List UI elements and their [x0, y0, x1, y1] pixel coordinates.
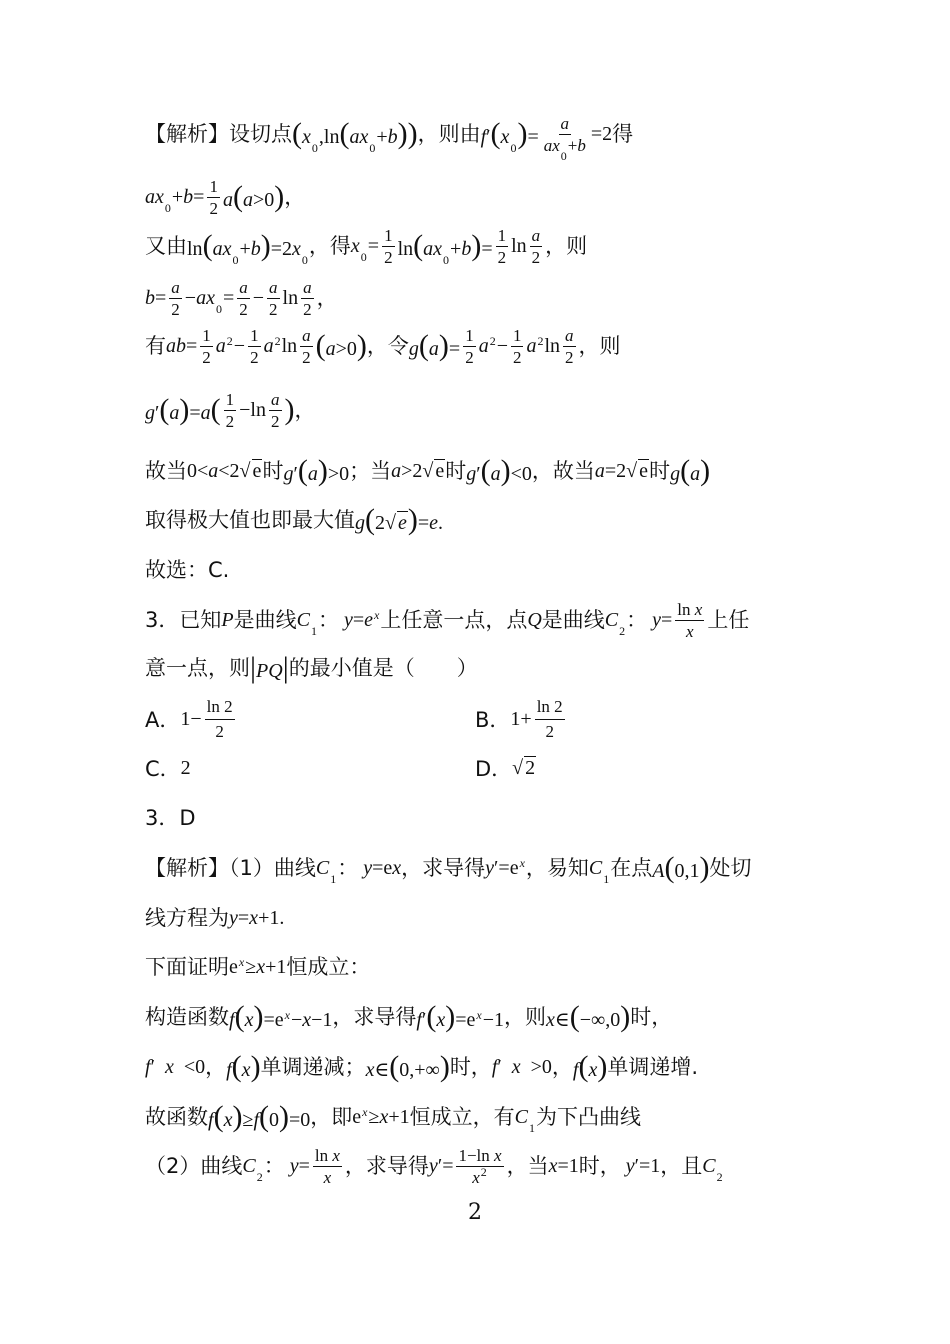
analysis-line-6: g′(a)=a( $\frac{1}{2}$ −ln $\frac{a}{2}$ ) ，: [145, 389, 316, 431]
analysis-3-line-2: 线方程为 y=x+1.: [145, 905, 285, 930]
answer-3-line: 3．D: [145, 805, 196, 830]
analysis-3-line-6: 故函数 f(x)≥f(0)=0 ，即 $e^x\ge x+1$ 恒成立，有 $C_1$ 为下凸曲线: [145, 1099, 641, 1135]
question-3-line-2: 意一点，则 |PQ| 的最小值是（ ）: [145, 650, 478, 684]
option-d: D． √ 2: [475, 756, 536, 781]
analysis-3-line-7: （2）曲线 $C_2$ ： y= $\frac{\text{ln x}}{x}$ ，求导得 y′= $\frac{\text{1−ln x}}{x^2}$ ，当 x=1 时， y′=1 ，且 $C_2$: [145, 1145, 723, 1187]
analysis-line-1: 【解析】设切点 $(x_0,\ln(ax_0+b))$ ，则由 $f'(x_0)=$ $\frac{a}{ax_0+b}$ =2 得: [145, 113, 634, 163]
analysis-line-3: 又由 $\ln(ax_0+b)=2x_0$ ，得 $x_0=$ $\frac{1}{2}$ $\ln(ax_0+b)=$ $\frac{1}{2}$ ln $\frac{a}{2}$ ，则: [145, 225, 588, 267]
analysis-3-line-1: 【解析】（1）曲线 $C_1$ ： y=ex ，求导得 $y'=e^x$ ，易知 $C_1$ 在点 A(0,1) 处切: [145, 850, 752, 886]
analysis-line-2: $ax_0+b=$ $\frac{1}{2}$ a(a>0) ，: [145, 176, 306, 218]
option-a: A． 1− $\frac{\ln 2}{2}$: [145, 696, 233, 741]
option-c: C． 2: [145, 756, 191, 781]
analysis-line-7: 故当 0<a<2√ e 时 g′(a)>0 ；当 a>2√ e 时 g′(a)<0 ，故当 a=2√ e 时 g(a): [145, 453, 711, 487]
page-number: 2: [468, 1200, 482, 1225]
analysis-line-8: 取得极大值也即最大值 g(2√ e)=e.: [145, 502, 444, 536]
question-3-line-1: 3．已知 P 是曲线 $C_1$ ： $y=e^x$ 上任意一点，点 Q 是曲线 $C_2$ ： y= $\frac{\text{ln x}}{x}$ 上任: [145, 599, 750, 641]
answer-line: 故选：C.: [145, 557, 230, 582]
option-b: B． 1+ $\frac{\ln 2}{2}$: [475, 696, 563, 741]
analysis-3-line-5: f′ x <0 ， f(x) 单调递减； x∈(0,+∞) 时， f′ x >0 ， f(x) 单调递增.: [145, 1049, 699, 1083]
analysis-3-line-3: 下面证明 $e^x\ge x+1$ 恒成立：: [145, 954, 371, 979]
analysis-line-5: 有 ab= $\frac{1}{2}$ $a^2-$ $\frac{1}{2}$ $a^2\ln$ $\frac{a}{2}$ (a>0) ，令 g(a)= $\frac{1}{2}$ $a^2-$ $\frac{1}{2}$ $a^2\ln$ $\frac{a}{2}$ ，则: [145, 325, 621, 367]
analysis-3-line-4: 构造函数 $f(x)=e^x-x-1$ ，求导得 $f'(x)=e^x-1$ ，则 x∈(−∞,0) 时，: [145, 999, 673, 1033]
analysis-line-4: b= $\frac{a}{2}$ $-ax_0=$ $\frac{a}{2}$ − $\frac{a}{2}$ ln $\frac{a}{2}$ ，: [145, 277, 338, 319]
